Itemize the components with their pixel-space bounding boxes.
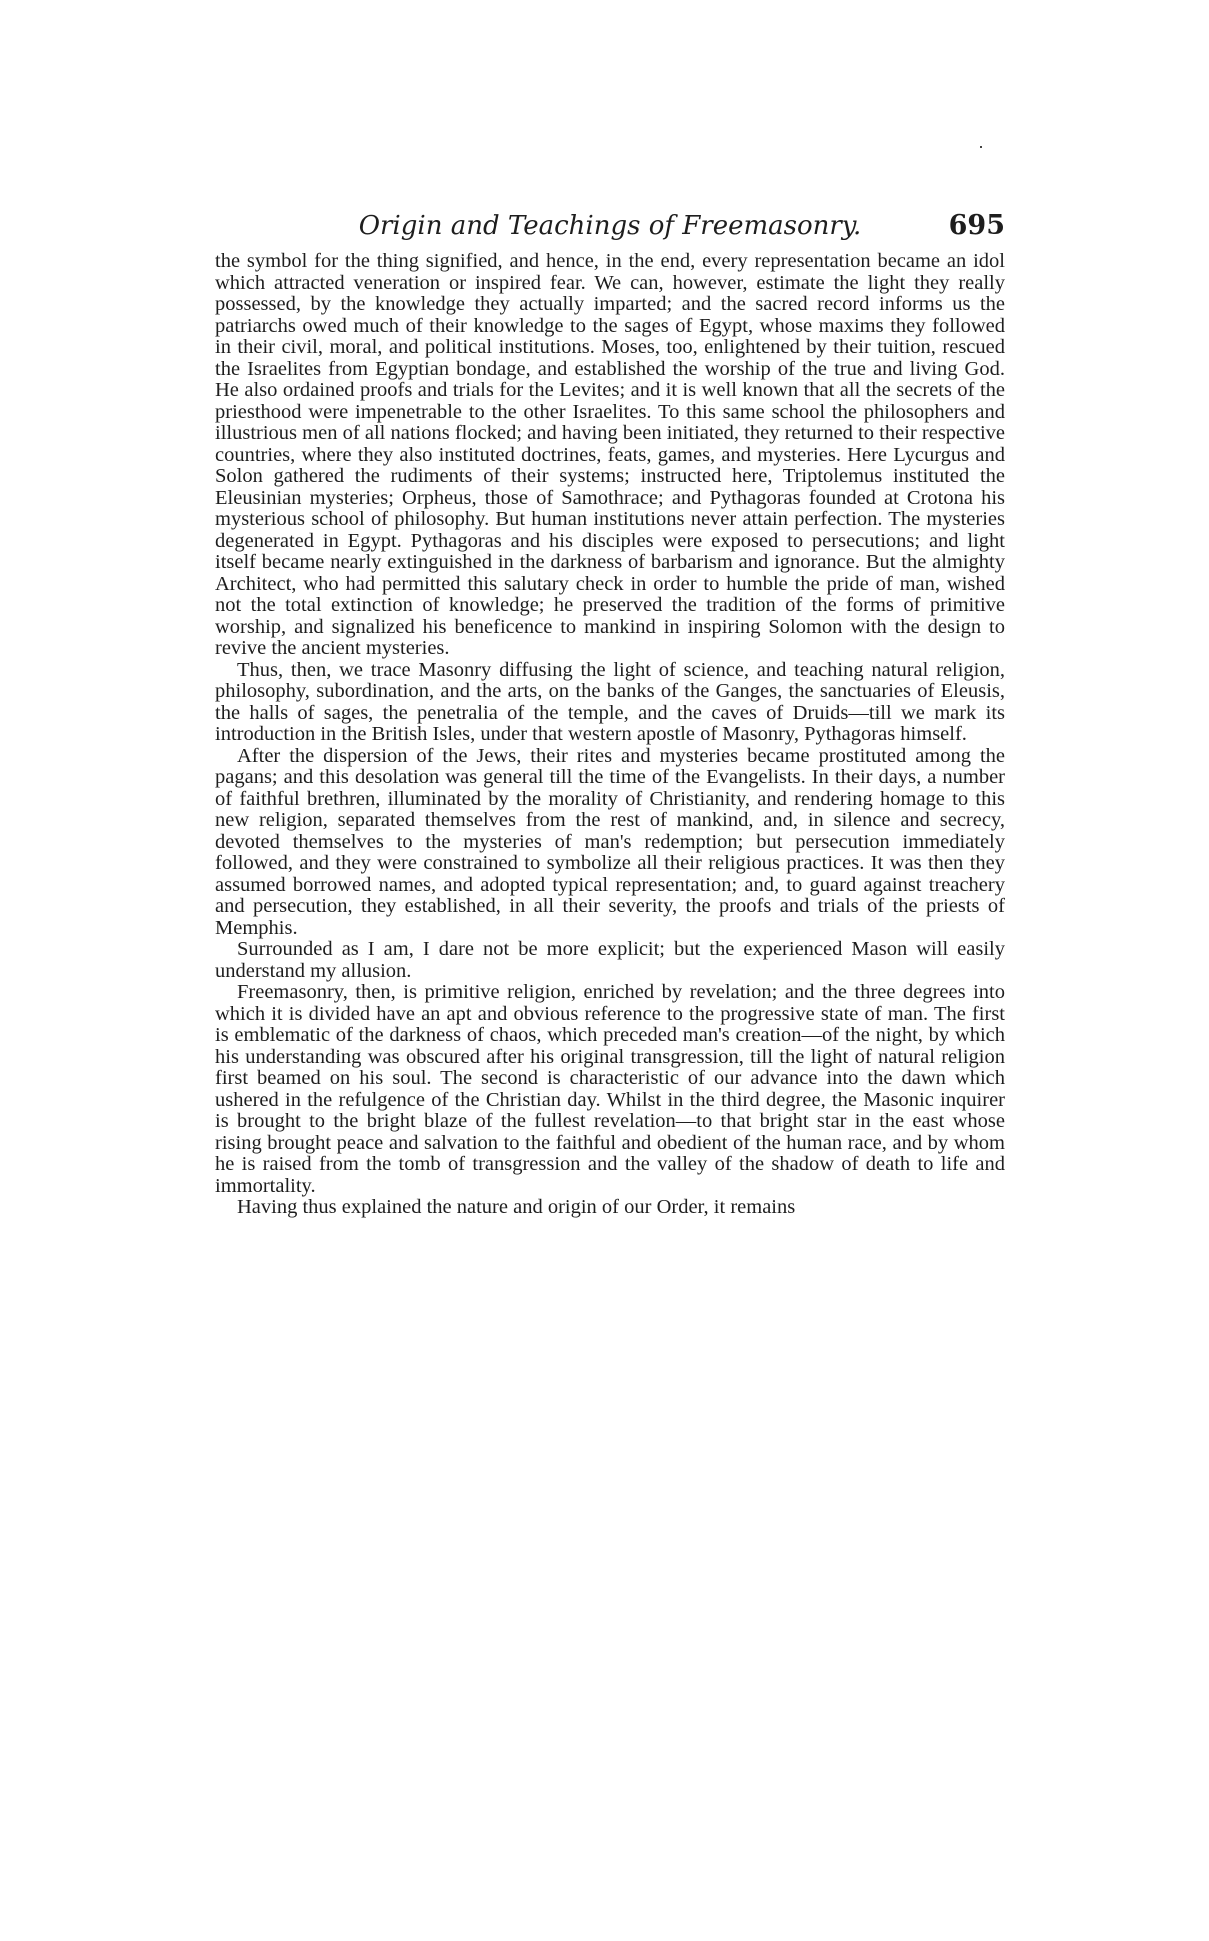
paragraph: Surrounded as I am, I dare not be more explicit; but the experienced Mason will easily understand my allusion. <box>215 938 1005 982</box>
paragraph: the symbol for the thing signified, and hence, in the end, every representation became an idol which attracted veneration or inspired fear. We can, however, estimate the light they really possessed, by the knowledge they actually imparted; and the sacred record informs us the patriarchs owed much of their knowledge to the sages of Egypt, whose maxims they followed in their civil, moral, and political institutions. Moses, too, enlightened by their tuition, rescued the Israelites from Egyptian bondage, and established the worship of the true and living God. He also ordained proofs and trials for the Levites; and it is well known that all the secrets of the priesthood were impenetrable to the other Israelites. To this same school the philosophers and illustrious men of all nations flocked; and having been initiated, they returned to their respective countries, where they also instituted doctrines, feats, games, and mysteries. Here Lycurgus and Solon gathered the rudiments of their systems; instructed here, Triptolemus instituted the Eleusinian mysteries; Orpheus, those of Samothrace; and Pythagoras founded at Crotona his mysterious school of philosophy. But human institutions never attain perfection. The mysteries degenerated in Egypt. Pythagoras and his disciples were exposed to persecutions; and light itself became nearly extinguished in the darkness of barbarism and ignorance. But the almighty Architect, who had permitted this salutary check in order to humble the pride of man, wished not the total extinction of knowledge; he preserved the tradition of the forms of primitive worship, and signalized his beneficence to mankind in inspiring Solomon with the design to revive the ancient mysteries. <box>215 250 1005 659</box>
page-header <box>215 208 1005 244</box>
body-text <box>215 251 1005 1219</box>
page-number: 695 <box>948 210 1005 241</box>
paragraph: Having thus explained the nature and origin of our Order, it remains <box>237 1196 796 1218</box>
running-title: Origin and Teachings of Freemasonry. <box>358 211 862 241</box>
paragraph: Thus, then, we trace Masonry diffusing the light of science, and teaching natural religion, philosophy, subordination, and the arts, on the banks of the Ganges, the sanctuaries of Eleusis, the halls of sages, the penetralia of the temple, and the caves of Druids—till we mark its introduction in the British Isles, under that western apostle of Masonry, Pythagoras himself. <box>215 658 1005 745</box>
paragraph: After the dispersion of the Jews, their rites and mysteries became prostituted among the pagans; and this desolation was general till the time of the Evangelists. In their days, a number of faithful brethren, illuminated by the morality of Christianity, and rendering homage to this new religion, separated themselves from the rest of mankind, and, in silence and secrecy, devoted themselves to the mysteries of man's redemption; but persecution immediately followed, and they were constrained to symbolize all their religious practices. It was then they assumed borrowed names, and adopted typical representation; and, to guard against treachery and persecution, they established, in all their severity, the proofs and trials of the priests of Memphis. <box>215 744 1005 939</box>
speck-mark <box>980 146 982 148</box>
paragraph: Freemasonry, then, is primitive religion, enriched by revelation; and the three degrees into which it is divided have an apt and obvious reference to the progressive state of man. The first is emblematic of the darkness of chaos, which preceded man's creation—of the night, by which his understanding was obscured after his original transgression, till the light of natural religion first beamed on his soul. The second is characteristic of our advance into the dawn which ushered in the refulgence of the Christian day. Whilst in the third degree, the Masonic inquirer is brought to the bright blaze of the fullest revelation—to that bright star in the east whose rising brought peace and salvation to the faithful and obedient of the human race, and by whom he is raised from the tomb of transgression and the valley of the shadow of death to life and immortality. <box>215 981 1005 1197</box>
